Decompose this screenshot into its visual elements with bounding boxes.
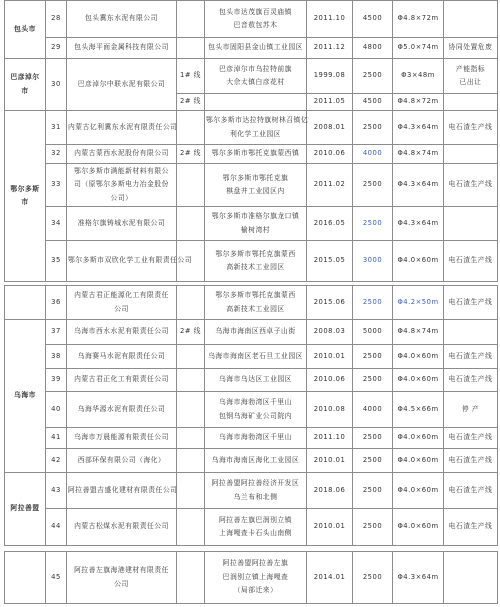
commission-date: 2010.01 (307, 345, 353, 369)
location: 鄂尔多斯市达拉特旗树林召镇亿 利化学工业园区 (205, 111, 307, 145)
location: 阿拉善盟阿拉善左旗 巴润别立镇上海嘎查 （局部迁来） (205, 552, 307, 604)
table-row (5, 145, 498, 164)
location: 乌海市海南区老石旦工业园区 (205, 345, 307, 369)
table-row (5, 392, 498, 428)
location: 乌海市海南区海化工业园区 (205, 449, 307, 473)
kiln-spec: Φ4.8×72m (393, 94, 444, 111)
note: 电石渣生产线 (444, 286, 498, 320)
commission-date: 2008.03 (307, 320, 353, 345)
note (444, 552, 498, 604)
cement-plant-table (4, 0, 498, 604)
table-row (5, 164, 498, 207)
line-label (177, 552, 205, 604)
note (444, 145, 498, 164)
line-label (177, 1, 205, 38)
line-label (177, 473, 205, 509)
commission-date: 2014.01 (307, 552, 353, 604)
line-label: 2# 线 (177, 320, 205, 345)
row-number: 29 (46, 38, 67, 59)
company-name: 内蒙古蒙西水泥股份有限公司 (67, 145, 177, 164)
location: 鄂尔多斯市鄂托克旗蒙西 高新技术工业园区 (205, 241, 307, 282)
region-cell: 包头市 (5, 1, 46, 59)
region-cell (5, 286, 46, 320)
line-label: 1# 线 (177, 59, 205, 94)
company-name: 西部环保有限公司（海化） (67, 449, 177, 473)
capacity: 4500 (353, 94, 393, 111)
table-row (5, 473, 498, 509)
region-cell: 巴彦淖尔 市 (5, 59, 46, 111)
kiln-spec: Φ4.3×64m (393, 111, 444, 145)
location: 巴彦淖尔市乌拉特前旗 大佘太镇白彦花村 (205, 59, 307, 94)
note: 电石渣生产线 (444, 345, 498, 369)
kiln-spec: Φ4.8×74m (393, 145, 444, 164)
location: 鄂尔多斯市鄂托克旗蒙西镇 (205, 145, 307, 164)
location: 鄂尔多斯市鄂托克旗蒙西 高新技术工业园区 (205, 286, 307, 320)
location: 鄂尔多斯市准格尔旗龙口镇 榆树湾村 (205, 207, 307, 241)
line-label: 2# 线 (177, 94, 205, 111)
row-number: 39 (46, 369, 67, 392)
location: 包头市达茂旗百灵庙镇 巴音敖包苏木 (205, 1, 307, 38)
company-name: 内蒙古君正能源化工有限责任 公司 (67, 286, 177, 320)
region-cell: 阿拉善盟 (5, 473, 46, 546)
kiln-spec: Φ4.0×60m (393, 449, 444, 473)
commission-date: 2011.10 (307, 428, 353, 449)
capacity: 2500 (353, 369, 393, 392)
line-label (177, 345, 205, 369)
line-label (177, 392, 205, 428)
row-number: 41 (46, 428, 67, 449)
capacity: 5000 (353, 320, 393, 345)
note: 电石渣生产线 (444, 369, 498, 392)
kiln-spec: Φ4.2×50m (393, 286, 444, 320)
capacity: 4500 (353, 1, 393, 38)
line-label (177, 286, 205, 320)
table-row (5, 428, 498, 449)
line-label: 2# 线 (177, 145, 205, 164)
note (444, 320, 498, 345)
note: 停 产 (444, 392, 498, 428)
company-name: 内蒙古亿利冀东水泥有限责任公司 (67, 111, 177, 145)
line-label (177, 509, 205, 546)
note: 电石渣生产线 (444, 509, 498, 546)
kiln-spec: Φ4.3×64m (393, 207, 444, 241)
commission-date: 2015.06 (307, 286, 353, 320)
table-row (5, 552, 498, 604)
commission-date: 2010.06 (307, 145, 353, 164)
table-row (5, 286, 498, 320)
table-row (5, 59, 498, 94)
location: 乌海市海勃湾区千里山 (205, 428, 307, 449)
note (444, 94, 498, 111)
capacity: 2500 (353, 552, 393, 604)
row-number: 28 (46, 1, 67, 38)
kiln-spec: Φ3×48m (393, 59, 444, 94)
kiln-spec: Φ4.0×60m (393, 509, 444, 546)
commission-date: 2011.05 (307, 94, 353, 111)
line-label (177, 111, 205, 145)
line-label (177, 428, 205, 449)
row-number: 33 (46, 164, 67, 207)
commission-date: 2008.01 (307, 111, 353, 145)
row-number: 35 (46, 241, 67, 282)
table-row (5, 111, 498, 145)
capacity: 4000 (353, 392, 393, 428)
location: 乌海市乌达区工业园区 (205, 369, 307, 392)
capacity: 2500 (353, 449, 393, 473)
company-name: 包头海平面金属科技有限公司 (67, 38, 177, 59)
kiln-spec: Φ4.0×60m (393, 473, 444, 509)
note: 电石渣生产线 (444, 473, 498, 509)
company-name: 阿拉善左旗海港建材有限责任 公司 (67, 552, 177, 604)
line-label (177, 449, 205, 473)
table-row (5, 449, 498, 473)
table-row (5, 345, 498, 369)
commission-date: 2011.12 (307, 38, 353, 59)
line-label (177, 369, 205, 392)
location: 鄂尔多斯市鄂托克旗 棋盘井工业园区内 (205, 164, 307, 207)
location: 阿拉善盟阿拉善经济开发区 乌兰布和北侧 (205, 473, 307, 509)
capacity: 2500 (353, 473, 393, 509)
table-row (5, 320, 498, 345)
commission-date: 2010.01 (307, 449, 353, 473)
commission-date: 2011.10 (307, 1, 353, 38)
capacity: 2500 (353, 207, 393, 241)
table-row (5, 369, 498, 392)
row-number: 43 (46, 473, 67, 509)
table-row (5, 509, 498, 546)
row-number: 37 (46, 320, 67, 345)
note: 电石渣生产线 (444, 111, 498, 145)
kiln-spec: Φ4.0×60m (393, 241, 444, 282)
company-name: 乌海赛马水泥有限责任公司 (67, 345, 177, 369)
table-row (5, 207, 498, 241)
location: 乌海市海南区西卓子山街 (205, 320, 307, 345)
company-name: 乌海市万晨能源有限责任公司 (67, 428, 177, 449)
capacity: 2500 (353, 428, 393, 449)
commission-date: 2010.01 (307, 509, 353, 546)
commission-date: 2010.06 (307, 369, 353, 392)
row-number: 42 (46, 449, 67, 473)
row-number: 32 (46, 145, 67, 164)
kiln-spec: Φ4.0×60m (393, 345, 444, 369)
company-name: 准格尔旗铸城水泥有限公司 (67, 207, 177, 241)
company-name: 包头冀东水泥有限公司 (67, 1, 177, 38)
note: 电石渣生产线 (444, 241, 498, 282)
kiln-spec: Φ5.0×74m (393, 38, 444, 59)
commission-date: 2018.06 (307, 473, 353, 509)
company-name: 巴彦淖尔中联水泥有限公司 (67, 59, 177, 111)
table-row (5, 1, 498, 38)
row-number: 31 (46, 111, 67, 145)
capacity: 3000 (353, 241, 393, 282)
line-label (177, 38, 205, 59)
company-name: 乌海市西水水泥有限责任公司 (67, 320, 177, 345)
note: 电石渣生产线 (444, 449, 498, 473)
note: 电石渣生产线 (444, 164, 498, 207)
company-name: 内蒙古君正化工有限责任公司 (67, 369, 177, 392)
note: 产能指标 已出让 (444, 59, 498, 94)
capacity: 2500 (353, 286, 393, 320)
kiln-spec: Φ4.8×74m (393, 320, 444, 345)
kiln-spec: Φ4.5×66m (393, 392, 444, 428)
line-label (177, 207, 205, 241)
kiln-spec: Φ4.0×60m (393, 428, 444, 449)
note (444, 1, 498, 38)
region-cell: 鄂尔多斯 市 (5, 111, 46, 282)
table-row (5, 38, 498, 59)
region-cell: 乌海市 (5, 320, 46, 473)
row-number: 45 (46, 552, 67, 604)
line-label (177, 164, 205, 207)
company-name: 内蒙古松煤水泥有限责任公司 (67, 509, 177, 546)
row-number: 40 (46, 392, 67, 428)
capacity: 2500 (353, 59, 393, 94)
row-number: 36 (46, 286, 67, 320)
capacity: 2500 (353, 164, 393, 207)
company-name: 乌海华源水泥有限责任公司 (67, 392, 177, 428)
row-number: 38 (46, 345, 67, 369)
note: 电石渣生产线 (444, 428, 498, 449)
note: 协同处置危废 (444, 38, 498, 59)
row-number: 34 (46, 207, 67, 241)
kiln-spec: Φ4.8×72m (393, 1, 444, 38)
note (444, 207, 498, 241)
kiln-spec: Φ4.3×64m (393, 552, 444, 604)
location: 阿拉善左旗巴润别立镇 上海嘎查卡石头山南侧 (205, 509, 307, 546)
kiln-spec: Φ4.3×64m (393, 164, 444, 207)
capacity: 4000 (353, 145, 393, 164)
location: 乌海市海勃湾区千里山 包钢乌海矿业公司院内 (205, 392, 307, 428)
table-row (5, 241, 498, 282)
capacity: 2500 (353, 111, 393, 145)
row-number: 30 (46, 59, 67, 111)
kiln-spec: Φ4.0×60m (393, 369, 444, 392)
location: 包头市固阳县金山镇工业园区 (205, 38, 307, 59)
commission-date: 2016.05 (307, 207, 353, 241)
capacity: 4800 (353, 38, 393, 59)
commission-date: 2010.08 (307, 392, 353, 428)
capacity: 2500 (353, 509, 393, 546)
commission-date: 2015.05 (307, 241, 353, 282)
company-name: 鄂尔多斯市双欣化学工业有限责任公司 (67, 241, 177, 282)
capacity: 2500 (353, 345, 393, 369)
row-number: 44 (46, 509, 67, 546)
commission-date: 1999.08 (307, 59, 353, 94)
company-name: 阿拉善盟吉盛化建材有限责任公司 (67, 473, 177, 509)
region-cell (5, 552, 46, 604)
company-name: 鄂尔多斯市满能新材料有限公 司（原鄂尔多斯电力冶金股份 公司） (67, 164, 177, 207)
location (205, 94, 307, 111)
commission-date: 2011.02 (307, 164, 353, 207)
